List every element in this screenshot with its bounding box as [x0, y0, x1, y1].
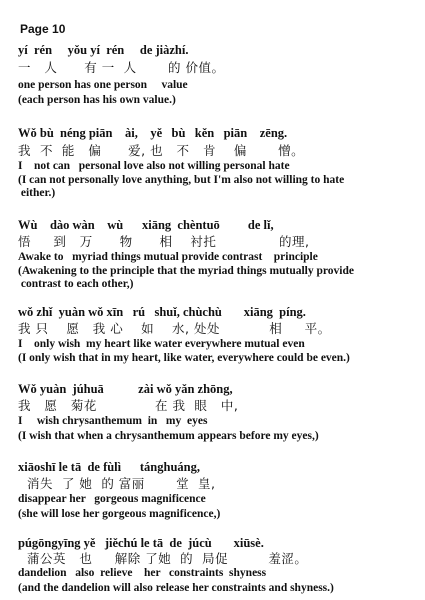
verse-pinyin: xiāoshī le tā de fùlì tánghuáng, [18, 460, 200, 474]
verse-pinyin: púgōngyīng yě jiěchú le tā de júcù xiūsè. [18, 536, 264, 550]
verse-translation: (I only wish that in my heart, like water, everywhere could be even.) [18, 352, 350, 364]
verse-hanzi: 我 不 能 偏 爱, 也 不 肯 偏 憎。 [18, 143, 305, 158]
verse-translation: (I can not personally love anything, but I'm also not willing to hate either.) [18, 174, 345, 199]
verse-gloss: Awake to myriad things mutual provide contrast principle [18, 251, 318, 263]
verse-gloss: one person has one person value [18, 79, 188, 91]
verse-gloss: dandelion also relieve her constraints shyness [18, 567, 267, 579]
verse-gloss: I only wish my heart like water everywhere mutual even [18, 338, 305, 350]
verse-hanzi: 悟 到 万 物 相 衬托 的理, [18, 234, 310, 249]
verse-gloss: I wish chrysanthemum in my eyes [18, 415, 208, 427]
verse-hanzi: 一 人 有 一 人 的 价值。 [18, 60, 225, 75]
verse-gloss: I not can personal love also not willing personal hate [18, 160, 290, 172]
verse-translation: (Awakening to the principle that the myriad things mutually provide contrast to each other,) [18, 265, 354, 290]
verse-hanzi: 我 只 愿 我 心 如 水, 处处 相 平。 [18, 321, 331, 336]
verse-translation: (and the dandelion will also release her constraints and shyness.) [18, 582, 334, 594]
verse-pinyin: yí rén yǒu yí rén de jiàzhí. [18, 43, 189, 57]
page-number: Page 10 [20, 22, 66, 36]
verse-pinyin: Wǒ yuàn júhuā zài wǒ yǎn zhōng, [18, 382, 233, 396]
verse-hanzi: 蒲公英 也 解除 了她 的 局促 羞涩。 [18, 551, 308, 566]
verse-translation: (she will lose her gorgeous magnificence,) [18, 508, 221, 520]
verse-translation: (each person has his own value.) [18, 94, 176, 106]
verse-hanzi: 消失 了 她 的 富丽 堂 皇, [18, 476, 216, 491]
verse-pinyin: wǒ zhǐ yuàn wǒ xīn rú shuǐ, chùchù xiāng píng. [18, 305, 306, 319]
verse-hanzi: 我 愿 菊花 在 我 眼 中, [18, 398, 239, 413]
verse-translation: (I wish that when a chrysanthemum appears before my eyes,) [18, 430, 319, 442]
verse-pinyin: Wǒ bù néng piān ài, yě bù kěn piān zēng. [18, 126, 288, 140]
verse-pinyin: Wù dào wàn wù xiāng chèntuō de lǐ, [18, 218, 274, 232]
verse-gloss: disappear her gorgeous magnificence [18, 493, 206, 505]
